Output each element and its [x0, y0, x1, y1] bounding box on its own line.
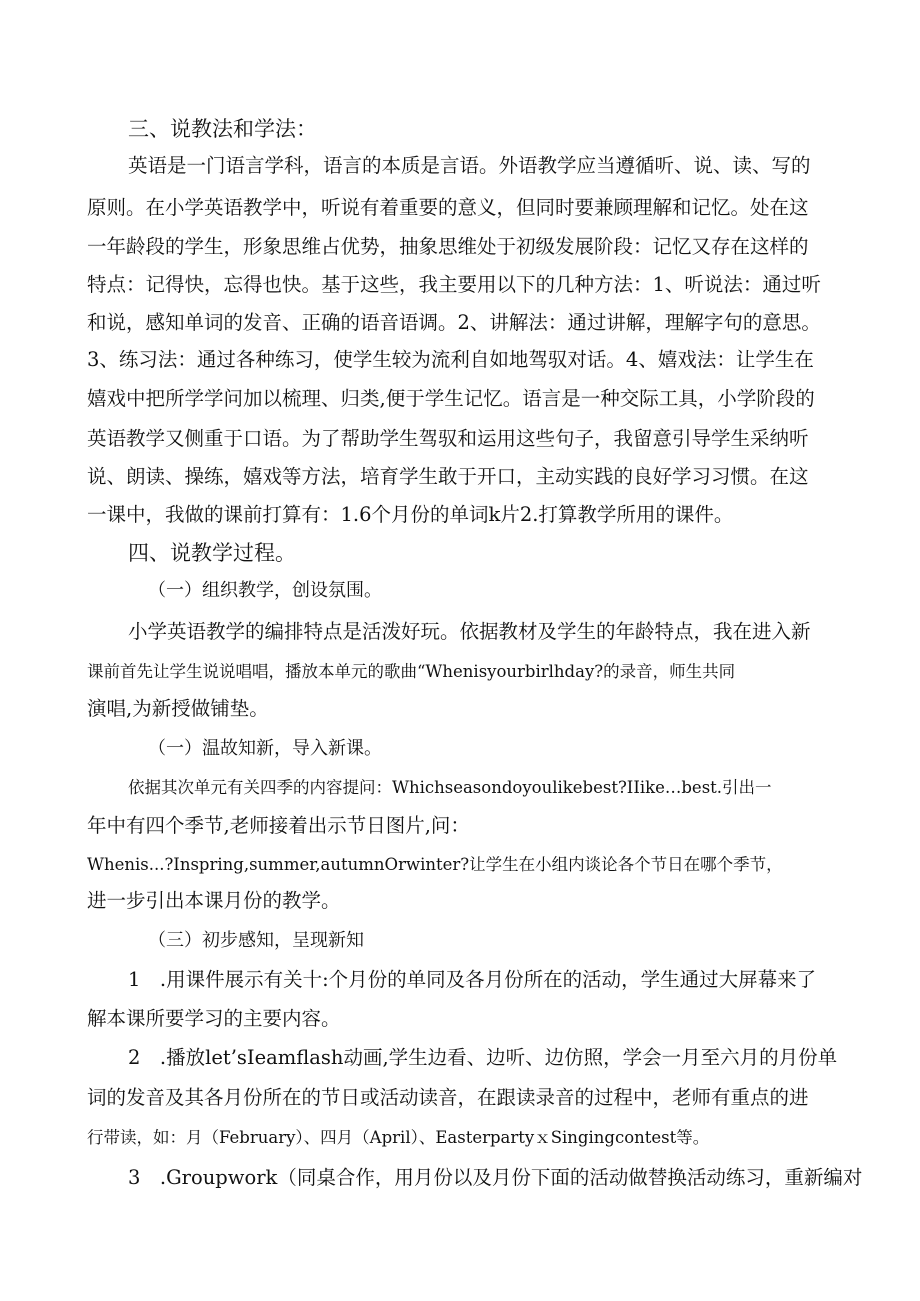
step-2-title: （一）温故知新，导入新课。 [148, 738, 382, 759]
paragraph-line: 嬉戏中把所学学问加以梳理、归类,便于学生记忆。语言是一种交际工具，小学阶段的 [87, 387, 815, 410]
paragraph-line: 原则。在小学英语教学中，听说有着重要的意义，但同时要兼顾理解和记忆。处在这 [87, 196, 809, 219]
paragraph-line: 小学英语教学的编排特点是活泼好玩。依据教材及学生的年龄特点，我在进入新 [128, 620, 811, 643]
paragraph-line: 一年龄段的学生，形象思维占优势，抽象思维处于初级发展阶段：记忆又存在这样的 [87, 235, 809, 258]
paragraph-line: 一课中，我做的课前打算有：1.6个月份的单词k片2.打算教学所用的课件。 [87, 503, 734, 526]
list-item-line: 2 .播放let’sIeamflash动画,学生边看、边听、边仿照，学会一月至六月的月份单 [128, 1046, 838, 1069]
paragraph-line: 课前首先让学生说说唱唱，播放本单元的歌曲“Whenisyourbirlhday?的录音，师生共同 [87, 662, 736, 681]
paragraph-line: 3、练习法：通过各种练习，使学生较为流利自如地驾驭对话。4、嬉戏法：让学生在 [87, 348, 814, 371]
section-3-heading: 三、说教法和学法： [128, 117, 317, 141]
list-item-line: 行带读，如：月（February）、四月（April）、EasterpartyｘSingingcontest等。 [87, 1128, 710, 1147]
paragraph-line: 说、朗读、操练，嬉戏等方法，培育学生敢于开口，主动实践的良好学习习惯。在这 [87, 465, 809, 488]
paragraph-line: 特点：记得快，忘得也快。基于这些，我主要用以下的几种方法：1、听说法：通过听 [87, 273, 821, 296]
section-4-heading: 四、说教学过程。 [128, 541, 296, 565]
list-item-line: 词的发音及其各月份所在的节日或活动读音，在跟读录音的过程中，老师有重点的进 [87, 1086, 809, 1109]
paragraph-line: 年中有四个季节,老师接着出示节日图片,问： [87, 814, 470, 837]
paragraph-line: 英语是一门语言学科，语言的本质是言语。外语教学应当遵循听、说、读、写的 [128, 154, 811, 177]
paragraph-line: 和说，感知单词的发音、正确的语音语调。2、讲解法：通过讲解，理解字句的意思。 [87, 311, 821, 334]
paragraph-line: 依据其次单元有关四季的内容提问：Whichseasondoyoulikebest?IIike…best.引出一 [128, 778, 772, 797]
step-3-title: （三）初步感知，呈现新知 [148, 930, 364, 951]
paragraph-line: Whenis...?Inspring,summer,autumnOrwinter?让学生在小组内谈论各个节日在哪个季节， [87, 855, 783, 874]
list-item-line: 3 .Groupwork（同桌合作，用月份以及月份下面的活动做替换活动练习，重新编对 [128, 1166, 863, 1189]
paragraph-line: 演唱,为新授做铺垫。 [87, 697, 269, 720]
list-item-line: 1 .用课件展示有关十:个月份的单同及各月份所在的活动，学生通过大屏幕来了 [128, 968, 817, 991]
paragraph-line: 英语教学又侧重于口语。为了帮助学生驾驭和运用这些句子，我留意引导学生采纳听 [87, 427, 809, 450]
paragraph-line: 进一步引出本课月份的教学。 [87, 889, 341, 912]
step-1-title: （一）组织教学，创设氛围。 [148, 580, 382, 601]
list-item-line: 解本课所要学习的主要内容。 [87, 1007, 341, 1030]
